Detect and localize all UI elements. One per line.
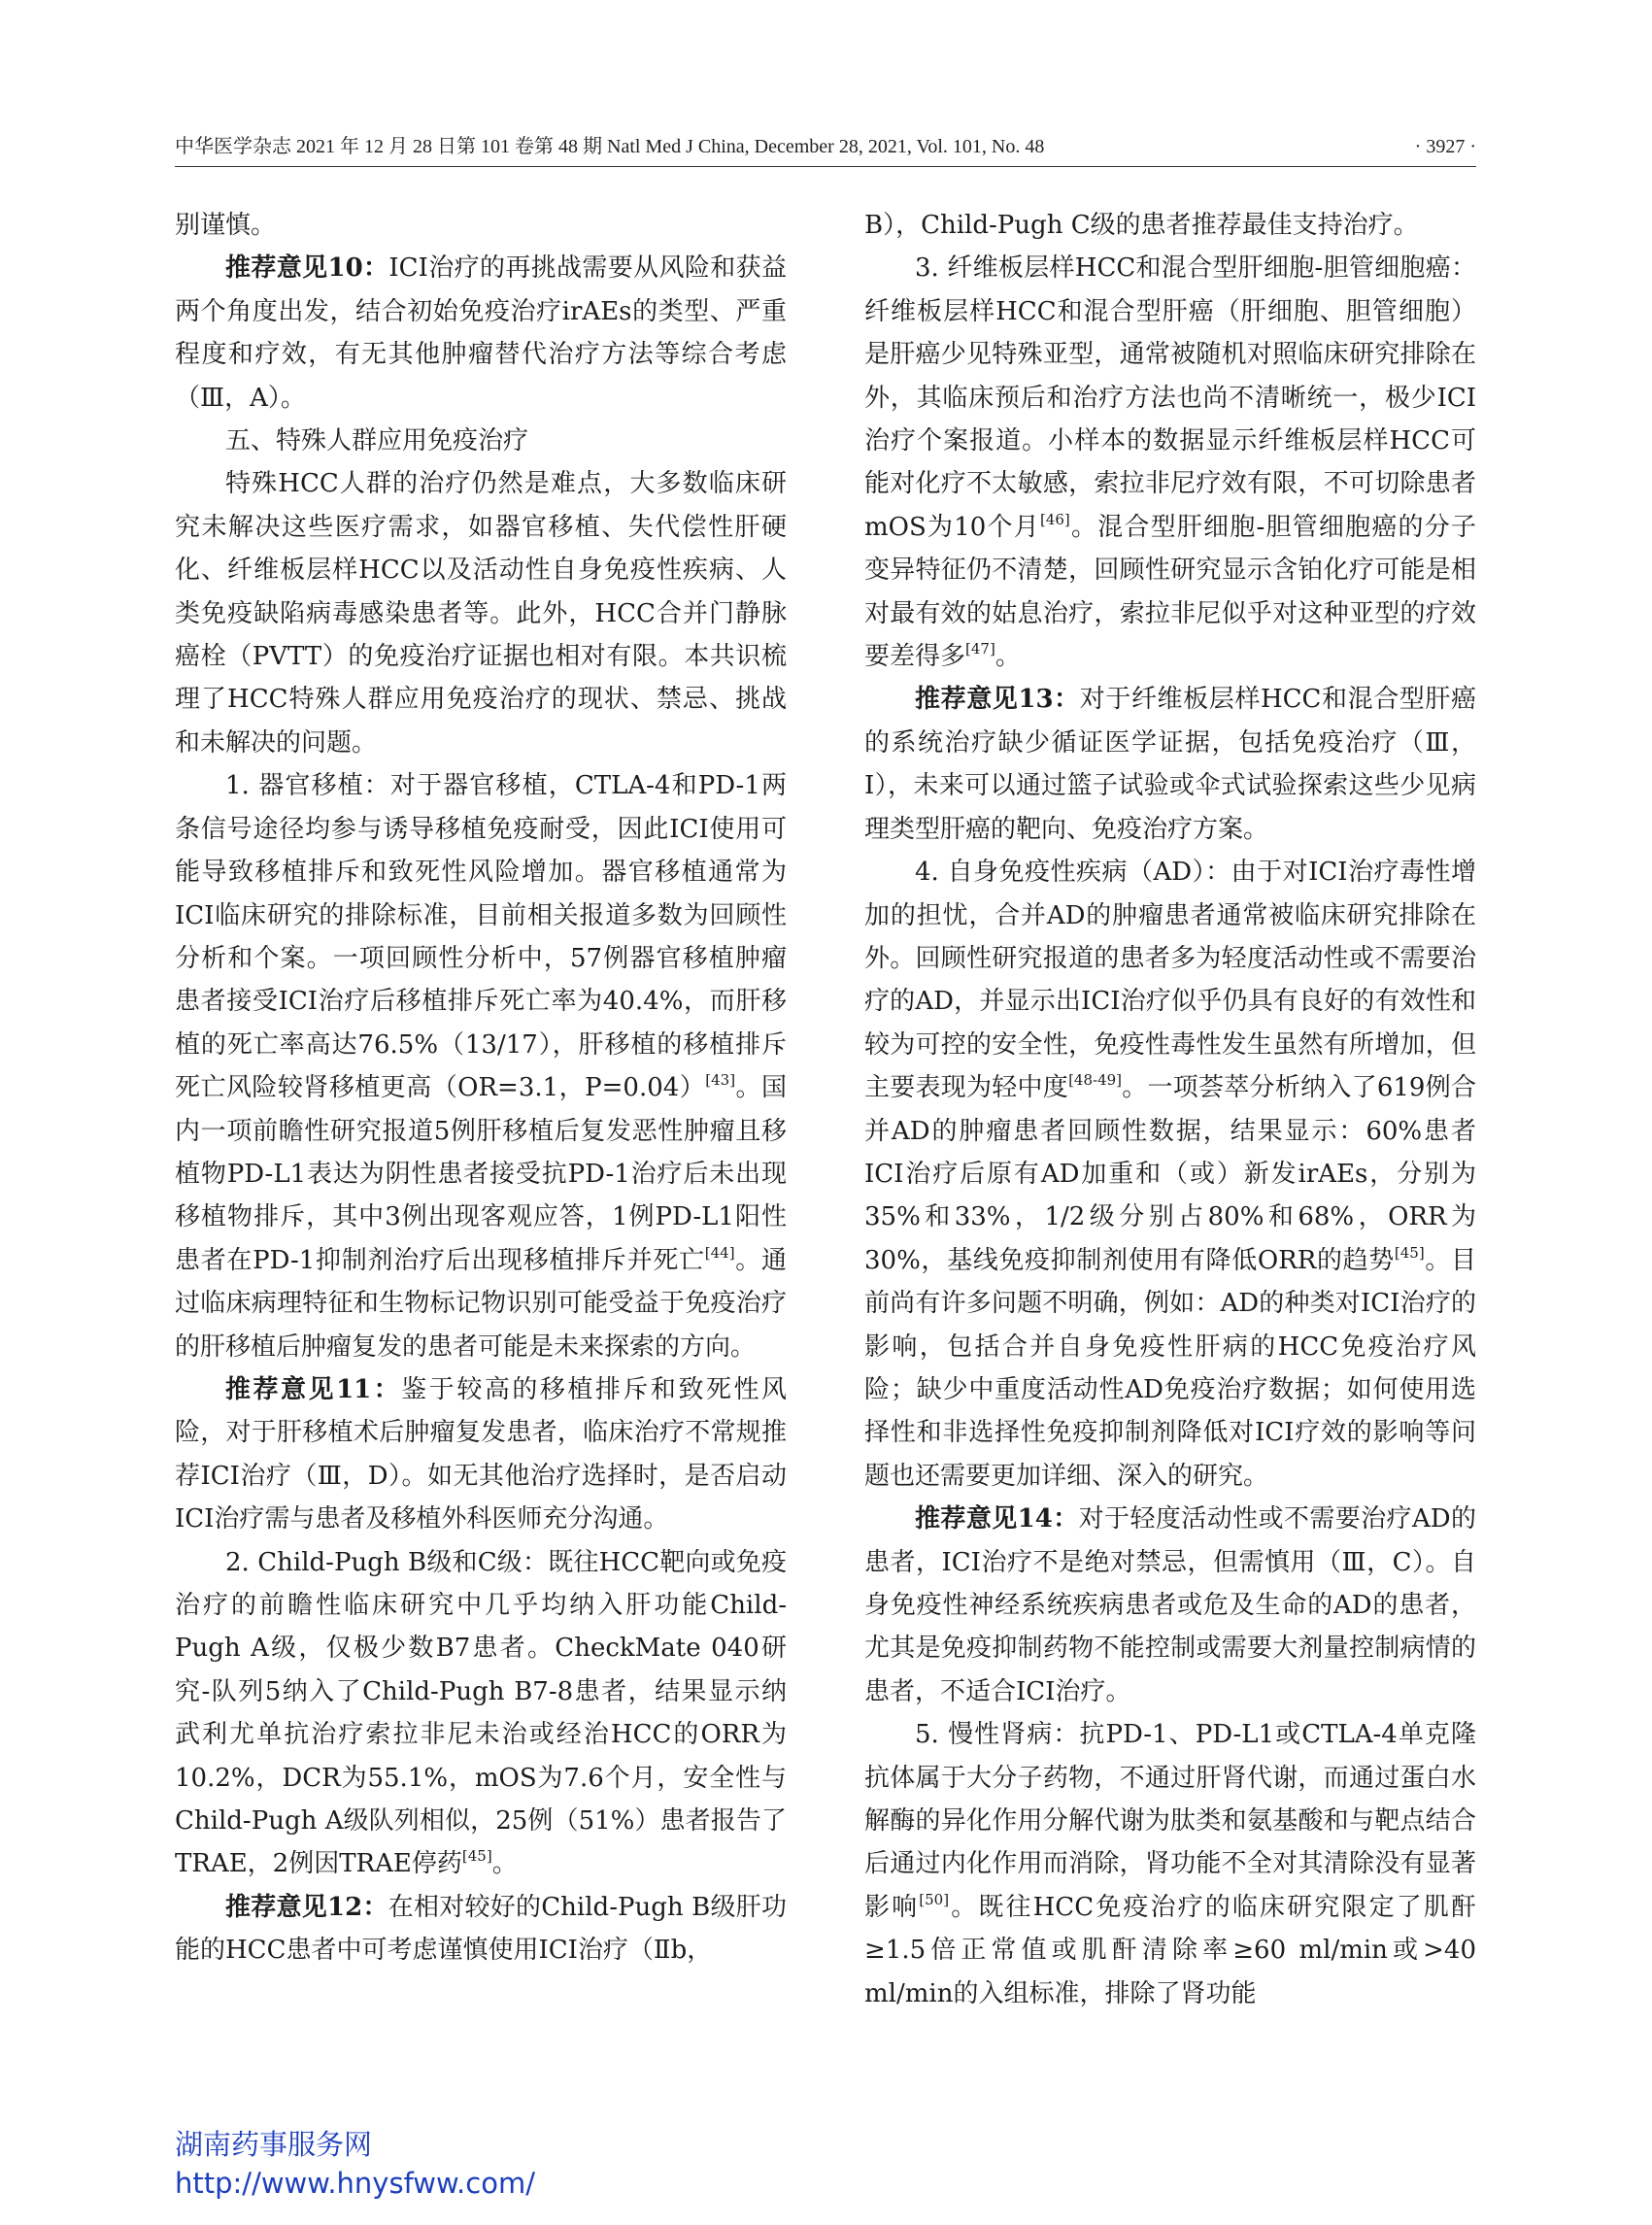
recommendation-13: 推荐意见13：对于纤维板层样HCC和混合型肝癌的系统治疗缺少循证医学证据，包括免疫治疗（Ⅲ，I），未来可以通过篮子试验或伞式试验探索这些少见病理类型肝癌的靶向、免疫治疗方案。 [864, 685, 1476, 844]
reference-mark: [48-49] [1068, 1070, 1123, 1089]
paragraph: 别谨慎。 [175, 211, 277, 240]
recommendation-12: 推荐意见12：在相对较好的Child-Pugh B级肝功能的HCC患者中可考虑谨慎使用ICI治疗（Ⅱb， [175, 1892, 788, 1966]
watermark-url: http://www.hnysfww.com/ [175, 2167, 535, 2200]
recommendation-14: 推荐意见14：对于轻度活动性或不需要治疗AD的患者，ICI治疗不是绝对禁忌，但需慎用（Ⅲ，C）。自身免疫性神经系统疾病患者或危及生命的AD的患者，尤其是免疫抑制药物不能控制或需要大剂量控制病情的患者，不适合ICI治疗。 [864, 1504, 1476, 1706]
reference-mark: [46] [1039, 510, 1070, 528]
paragraph: B），Child-Pugh C级的患者推荐最佳支持治疗。 [864, 211, 1419, 240]
section-heading: 五、特殊人群应用免疫治疗 [225, 426, 529, 456]
reference-mark: [44] [704, 1243, 735, 1262]
recommendation-11: 推荐意见11：鉴于较高的移植排斥和致死性风险，对于肝移植术后肿瘤复发患者，临床治疗不常规推荐ICI治疗（Ⅲ，D）。如无其他治疗选择时，是否启动ICI治疗需与患者及移植外科医师充分沟通。 [175, 1374, 787, 1534]
running-header [175, 132, 1476, 161]
paragraph-autoimmune: 4. 自身免疫性疾病（AD）：由于对ICI治疗毒性增加的担忧，合并AD的肿瘤患者通常被临床研究排除在外。回顾性研究报道的患者多为轻度活动性或不需要治疗的AD，并显示出ICI治疗似乎仍具有良好的有效性和较为可控的安全性，免疫性毒性发生虽然有所增加，但主要表现为轻中度[48-49]。一项荟萃分析纳入了619例合并AD的肿瘤患者回顾性数据，结果显示：60%患者ICI治疗后原有AD加重和（或）新发irAEs，分别为35%和33%，1/2级分别占80%和68%，ORR为30%，基线免疫抑制剂使用有降低ORR的趋势[45]。目前尚有许多问题不明确，例如：AD的种类对ICI治疗的影响，包括合并自身免疫性肝病的HCC免疫治疗风险；缺少中重度活动性AD免疫治疗数据；如何使用选择性和非选择性免疫抑制剂降低对ICI疗效的影响等问题也还需要更加详细、深入的研究。 [864, 858, 1476, 1491]
journal-citation: 中华医学杂志 2021 年 12 月 28 日第 101 卷第 48 期 Natl Med J China, December 28, 2021, Vol. 101, No. 48 [175, 136, 1045, 157]
reference-mark: [45] [461, 1847, 492, 1866]
reference-mark: [45] [1394, 1243, 1425, 1262]
left-column [175, 204, 787, 1991]
recommendation-10: 推荐意见10：ICI治疗的再挑战需要从风险和获益两个角度出发，结合初始免疫治疗irAEs的类型、严重程度和疗效，有无其他肿瘤替代治疗方法等综合考虑（Ⅲ，A）。 [175, 253, 788, 413]
paragraph-fibrolamellar: 3. 纤维板层样HCC和混合型肝细胞-胆管细胞癌：纤维板层样HCC和混合型肝癌（肝细胞、胆管细胞）是肝癌少见特殊亚型，通常被随机对照临床研究排除在外，其临床预后和治疗方法也尚不清晰统一，极少ICI治疗个案报道。小样本的数据显示纤维板层样HCC可能对化疗不太敏感，索拉非尼疗效有限，不可切除患者mOS为10个月[46]。混合型肝细胞-胆管细胞癌的分子变异特征仍不清楚，回顾性研究显示含铂化疗可能是相对最有效的姑息治疗，索拉非尼似乎对这种亚型的疗效要差得多[47]。 [864, 253, 1476, 672]
reference-mark: [50] [919, 1890, 950, 1908]
reference-mark: [47] [965, 639, 995, 657]
paragraph: 特殊HCC人群的治疗仍然是难点，大多数临床研究未解决这些医疗需求，如器官移植、失代偿性肝硬化、纤维板层样HCC以及活动性自身免疫性疾病、人类免疫缺陷病毒感染患者等。此外，HCC合并门静脉癌栓（PVTT）的免疫治疗证据也相对有限。本共识梳理了HCC特殊人群应用免疫治疗的现状、禁忌、挑战和未解决的问题。 [175, 469, 787, 758]
site-watermark [175, 2125, 535, 2203]
page-number: · 3927 · [1414, 136, 1476, 157]
paragraph-kidney: 5. 慢性肾病：抗PD-1、PD-L1或CTLA-4单克隆抗体属于大分子药物，不通过肝肾代谢，而通过蛋白水解酶的异化作用分解代谢为肽类和氨基酸和与靶点结合后通过内化作用而消除，肾功能不全对其清除没有显著影响[50]。既往HCC免疫治疗的临床研究限定了肌酐≥1.5倍正常值或肌酐清除率≥60 ml/min或>40 ml/min的入组标准，排除了肾功能 [864, 1720, 1476, 2008]
watermark-site-name: 湖南药事服务网 [175, 2128, 373, 2161]
header-rule [175, 166, 1476, 167]
paragraph-child-pugh: 2. Child-Pugh B级和C级：既往HCC靶向或免疫治疗的前瞻性临床研究中几乎均纳入肝功能Child-Pugh A级，仅极少数B7患者。CheckMate 040研究-队列5纳入了Child-Pugh B7-8患者，结果显示纳武利尤单抗治疗索拉非尼未治或经治HCC的ORR为10.2%，DCR为55.1%，mOS为7.6个月，安全性与Child-Pugh A级队列相似，25例（51%）患者报告了TRAE，2例因TRAE停药[45]。 [175, 1547, 787, 1879]
reference-mark: [43] [705, 1070, 736, 1089]
right-column [864, 204, 1476, 2008]
paragraph-organ-transplant: 1. 器官移植：对于器官移植，CTLA-4和PD-1两条信号途径均参与诱导移植免疫耐受，因此ICI使用可能导致移植排斥和致死性风险增加。器官移植通常为ICI临床研究的排除标准，目前相关报道多数为回顾性分析和个案。一项回顾性分析中，57例器官移植肿瘤患者接受ICI治疗后移植排斥死亡率为40.4%，而肝移植的死亡率高达76.5%（13/17），肝移植的移植排斥死亡风险较肾移植更高（OR=3.1，P=0.04）[43]。国内一项前瞻性研究报道5例肝移植后复发恶性肿瘤且移植物PD-L1表达为阴性患者接受抗PD-1治疗后未出现移植物排斥，其中3例出现客观应答，1例PD-L1阳性患者在PD-1抑制剂治疗后出现移植排斥并死亡[44]。通过临床病理特征和生物标记物识别可能受益于免疫治疗的肝移植后肿瘤复发的患者可能是未来探索的方向。 [175, 771, 787, 1362]
